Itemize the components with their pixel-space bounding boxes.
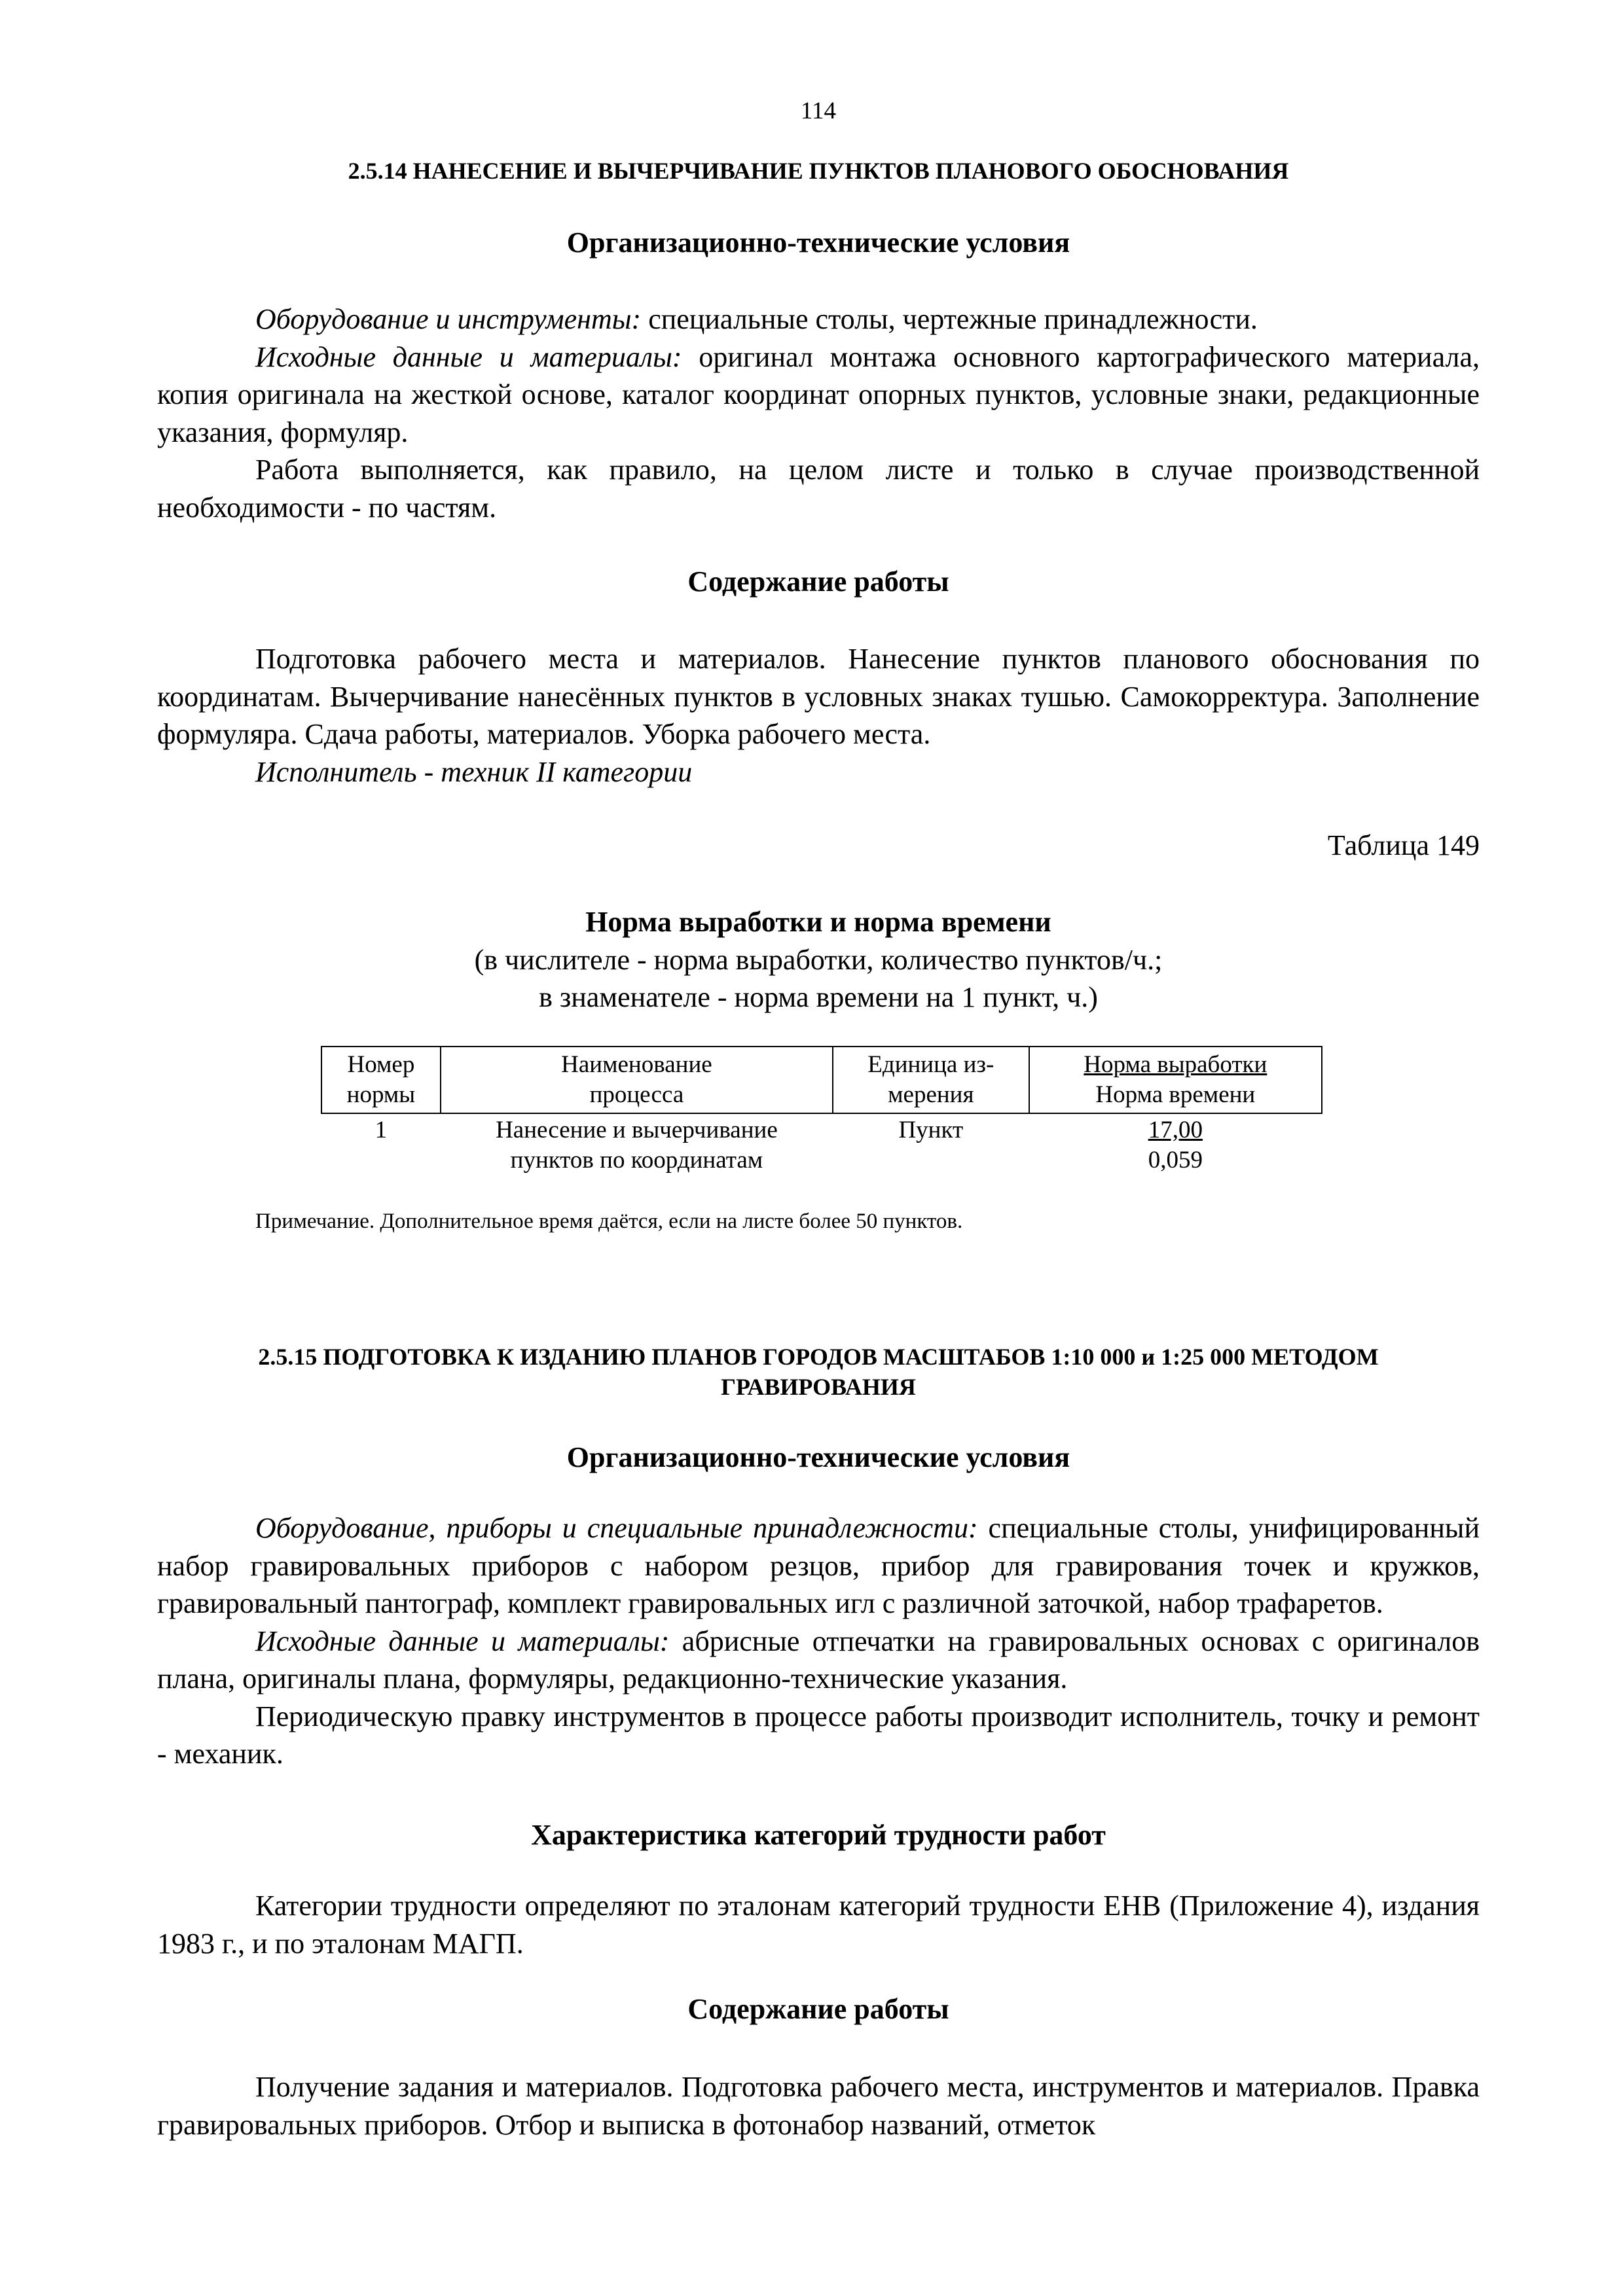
- equipment-label: Оборудование и инструменты:: [255, 303, 642, 335]
- norma-subtitle-2: в знаменателе - норма времени на 1 пункт, ч.): [539, 981, 1098, 1013]
- source-paragraph: [157, 338, 1480, 452]
- norm-time-value: 0,059: [1148, 1147, 1203, 1174]
- content-heading: Содержание работы: [687, 565, 949, 598]
- source-label: Исходные данные и материалы:: [255, 340, 682, 373]
- org-conditions-block-2: [157, 1509, 1480, 1773]
- content-heading-2: Содержание работы: [687, 1993, 949, 2025]
- norma-title: Норма выработки и норма времени: [585, 906, 1051, 938]
- table-header-row: [321, 1047, 1322, 1113]
- equipment-text-2: специальные столы, унифицированный набор гравировальных приборов с набором резцов, прибор для гравирования точек и кружков, гравировальный пантограф, комплект гравировальных игл с различной заточкой, набор трафаретов.: [157, 1512, 1480, 1619]
- table-row: [321, 1113, 1322, 1177]
- source-text-2: абрисные отпечатки на гравировальных основах с оригиналов плана, оригиналы плана, формуляры, редакционно-технические указания.: [157, 1624, 1480, 1695]
- table-note: Примечание. Дополнительное время даётся, если на листе более 50 пунктов.: [255, 1210, 963, 1233]
- table-label: Таблица 149: [1327, 829, 1480, 861]
- content-block: [157, 640, 1480, 791]
- cell-process: Нанесение и вычерчивание пунктов по координатам: [496, 1117, 778, 1174]
- source-paragraph-2: [157, 1623, 1480, 1698]
- content-paragraph: Подготовка рабочего места и материалов. Нанесение пунктов планового обоснования по координатам. Вычерчивание нанесённых пунктов в условных знаках тушью. Самокорректура. Заполнение формуляра. Сдача работы, материалов. Уборка рабочего места.: [157, 643, 1480, 750]
- document-page: [157, 0, 1480, 2296]
- org-conditions-heading-2: Организационно-технические условия: [566, 1441, 1070, 1473]
- section-title-2-5-15: 2.5.15 ПОДГОТОВКА К ИЗДАНИЮ ПЛАНОВ ГОРОДОВ МАСШТАБОВ 1:10 000 и 1:25 000 МЕТОДОМ ГРАВИРОВАНИЯ: [258, 1344, 1379, 1400]
- equipment-text: специальные столы, чертежные принадлежности.: [641, 303, 1258, 335]
- norm-output-value: 17,00: [1148, 1117, 1203, 1143]
- section-title-2-5-14: 2.5.14 НАНЕСЕНИЕ И ВЫЧЕРЧИВАНИЕ ПУНКТОВ ПЛАНОВОГО ОБОСНОВАНИЯ: [348, 158, 1289, 184]
- cell-norm: [1029, 1113, 1322, 1177]
- source-label-2: Исходные данные и материалы:: [255, 1624, 670, 1657]
- source-text: оригинал монтажа основного картографического материала, копия оригинала на жесткой основе, каталог координат опорных пунктов, условные знаки, редакционные указания, формуляр.: [157, 340, 1480, 448]
- norma-heading-block: [157, 903, 1480, 1016]
- header-process: Наименование процесса: [441, 1047, 833, 1113]
- content-paragraph-2: Получение задания и материалов. Подготовка рабочего места, инструментов и материалов. Правка гравировальных приборов. Отбор и выписка в фотонабор названий, отметок: [157, 2071, 1480, 2141]
- org-conditions-block: [157, 300, 1480, 526]
- page-number: 114: [800, 98, 837, 124]
- cell-unit: Пункт: [898, 1117, 964, 1143]
- tools-note-paragraph: Периодическую правку инструментов в процессе работы производит исполнитель, точку и ремонт - механик.: [157, 1700, 1480, 1770]
- executor-line: Исполнитель - техник II категории: [255, 755, 693, 788]
- norm-table: [321, 1046, 1322, 1177]
- header-number: Номер нормы: [321, 1047, 441, 1113]
- difficulty-block: [157, 1887, 1480, 1962]
- header-unit: Единица из- мерения: [833, 1047, 1029, 1113]
- header-norm: Норма выработки Норма времени: [1029, 1047, 1322, 1113]
- norma-subtitle-1: (в числителе - норма выработки, количество пунктов/ч.;: [474, 943, 1163, 976]
- work-note-paragraph: Работа выполняется, как правило, на целом листе и только в случае производственной необходимости - по частям.: [157, 454, 1480, 524]
- equipment-label-2: Оборудование, приборы и специальные принадлежности:: [255, 1512, 978, 1544]
- difficulty-paragraph: Категории трудности определяют по эталонам категорий трудности ЕНВ (Приложение 4), издания 1983 г., и по эталонам МАГП.: [157, 1890, 1480, 1960]
- org-conditions-heading: Организационно-технические условия: [566, 226, 1070, 259]
- difficulty-heading: Характеристика категорий трудности работ: [531, 1819, 1106, 1851]
- equipment-paragraph-2: [157, 1509, 1480, 1623]
- content-block-2: [157, 2068, 1480, 2144]
- cell-number: 1: [374, 1117, 388, 1143]
- equipment-paragraph: [157, 300, 1480, 338]
